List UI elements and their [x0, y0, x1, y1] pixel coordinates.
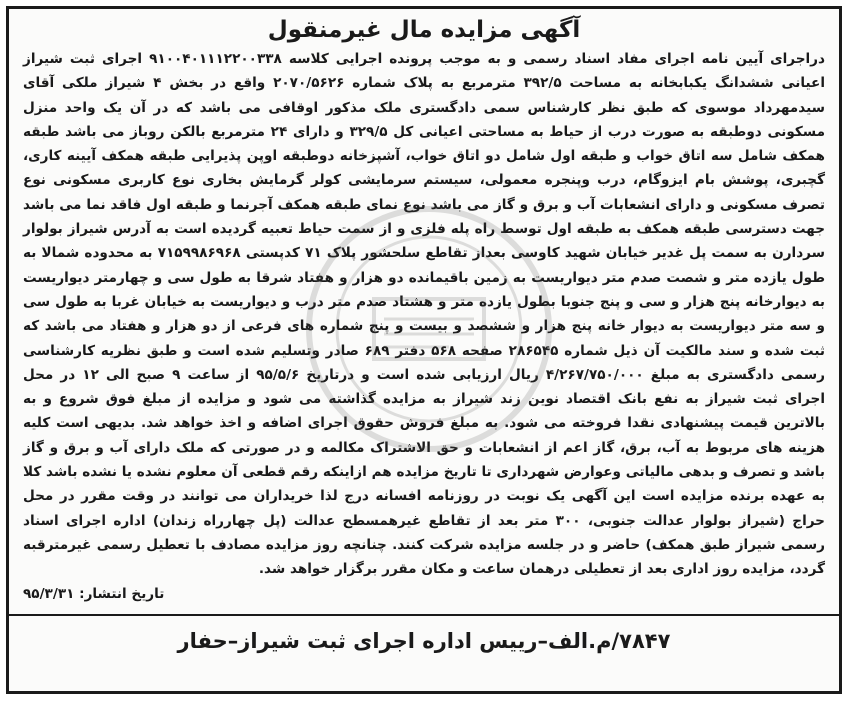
notice-signature: ۷۸۴۷/م.الف–رییس اداره اجرای ثبت شیراز–حفار — [177, 628, 671, 653]
notice-frame — [6, 6, 842, 694]
publish-date-value: ۹۵/۳/۳۱ — [23, 585, 75, 602]
notice-title: آگهی مزایده مال غیرمنقول — [267, 17, 581, 43]
divider — [9, 614, 839, 616]
publish-date — [23, 582, 825, 606]
notice-body: دراجرای آیین نامه اجرای مفاد اسناد رسمی و به موجب پرونده اجرایی کلاسه ۹۱۰۰۴۰۱۱۱۲۲۰۰۳۳۸ اجرای ثبت شیراز اعیانی ششدانگ یکبابخانه به مساحت ۳۹۲/۵ مترمربع به پلاک شماره ۲۰۷۰/۵۶۲۶ واقع در بخش ۴ شیراز ملکی آقای سیدمهرداد موسوی که طبق نظر کارشناس سمی دادگستری ملک مذکور اوقافی می باشد که در آن یک واحد منزل مسکونی دوطبقه به صورت درب از حیاط به مساحتی اعیانی کل ۳۲۹/۵ و دارای ۲۴ مترمربع بالکن روباز می باشد طبقه همکف شامل سه اتاق خواب و طبقه اول شامل دو اتاق خواب، آشپزخانه دوطبقه اوپن پذیرایی طبقه همکف آیینه کاری، گچبری، پوشش بام ایزوگام، درب وپنجره معمولی، سیستم سرمایشی کولر گرمایش بخاری نوع کاربری مسکونی نوع تصرف مسکونی و دارای انشعابات آب و برق و گاز می باشد نوع نمای طبقه همکف آجرنما و طبقه اول فاقد نما می باشد جهت دسترسی طبقه همکف به طبقه اول توسط راه پله فلزی و از سمت حیاط تعبیه گردیده است به آدرس شیراز بولوار سردارن به سمت پل غدیر خیابان شهید کاوسی بعداز تقاطع سلحشور پلاک ۷۱ کدپستی ۷۱۵۹۹۸۶۹۶۸ به محدوده شمالا به طول یازده متر و شصت صدم متر دیواریست به زمین باقیمانده دو هزار و هفتاد شرقا به طول سی و چهارمتر دیواریست به دیوارخانه پنج هزار و سی و پنج جنوبا بطول یازده متر و هشتاد صدم متر درب و دیواریست به خیابان غربا به طول سی و سه متر دیواریست به دیوار خانه پنج هزار و ششصد و بیست و پنج شماره های فرعی از دو هزار و هفتاد می باشد که ثبت شده و سند مالکیت آن ذیل شماره ۲۸۶۵۴۵ صفحه ۵۶۸ دفتر ۶۸۹ صادر وتسلیم شده است و طبق نظریه کارشناسی رسمی دادگستری به مبلغ ۴/۲۶۷/۷۵۰/۰۰۰ ریال ارزیابی شده است و درتاریخ ۹۵/۵/۶ از ساعت ۹ صبح الی ۱۲ در محل اجرای ثبت شیراز به نفع بانک اقتصاد نوین زند شیراز به مزایده گذاشته می شود و مزایده از مبلغ فوق شروع و به بالاترین قیمت پیشنهادی نقدا فروخته می شود. به مبلغ فروش حقوق اجرای اضافه و اخذ خواهد شد. بدیهی است کلیه هزینه های مربوط به آب، برق، گاز اعم از انشعابات و حق الاشتراک مکالمه و در صورتی که ملک دارای آب و برق و گاز باشد و تصرف و بدهی مالیاتی وعوارض شهرداری تا تاریخ مزایده هم ازاینکه رقم قطعی آن معلوم نشده یا نشده باشد کلا به عهده برنده مزایده است این آگهی یک نوبت در روزنامه افسانه درج لذا خریداران می توانند در وقت مقرر در محل حراج (شیراز بولوار عدالت جنوبی، ۳۰۰ متر بعد از تقاطع غیرهمسطح عدالت (پل چهارراه زندان) اداره اجرای اسناد رسمی شیراز طبق همکف) حاضر و در جلسه مزایده شرکت کنند. چنانچه روز مزایده مصادف با تعطیل رسمی غیرمترقبه گردد، مزایده روز اداری بعد از تعطیلی درهمان ساعت و مکان مقرر برگزار خواهد شد. — [23, 51, 826, 578]
publish-date-label: تاریخ انتشار: — [79, 585, 165, 602]
